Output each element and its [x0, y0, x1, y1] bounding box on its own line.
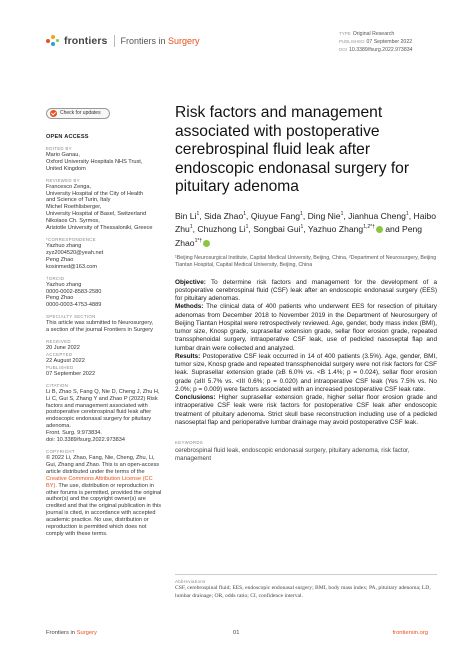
author[interactable]: Bin Li$^1$	[175, 210, 200, 221]
article-title: Risk factors and management associated with postoperative cerebrospinal fluid leak after endoscopic endonasal surgery for pituitary adenoma	[175, 104, 410, 196]
citation-line: endoscopic endonasal surgery for pituitary	[46, 416, 152, 423]
edited-line: United Kingdom	[46, 165, 86, 172]
orcid-id[interactable]: 0000-0003-4753-4889	[46, 302, 102, 309]
abstract-objective: Objective: To determine risk factors and management for the development of a postoperative cerebrospinal fluid (CSF) leak after an endoscopic endonasal surgery (EES) for pituitary adenomas.	[175, 278, 437, 303]
reviewed-by-label: REVIEWED BY	[46, 177, 80, 183]
orcid-section	[46, 276, 164, 310]
correspondence-email[interactable]: zyz2004520@yeah.net	[46, 249, 104, 256]
specialty-label: SPECIALTY SECTION	[46, 314, 96, 320]
citation-doi[interactable]: doi: 10.3389/fsurg.2022.973834	[46, 437, 126, 444]
published-value: 07 September 2022	[366, 39, 413, 46]
edited-line: Oxford University Hospitals NHS Trust,	[46, 158, 143, 165]
author[interactable]: Jianhua Cheng$^1$	[348, 210, 409, 221]
correspondence-line: Yazhuo zhang	[46, 242, 82, 249]
journal-accent: Surgery	[168, 36, 200, 46]
open-access-label: OPEN ACCESS	[46, 134, 89, 140]
abbreviations-text: CSF, cerebrospinal fluid; EES, endoscopic endonasal surgery; BMI, body mass index; PA, pituitary adenoma; LD, lumbar drainage; OR, odds ratio; CI, confidence interval.	[175, 585, 431, 599]
abbreviations-section	[175, 574, 437, 600]
journal-header	[46, 34, 200, 48]
frontiers-logo-icon	[46, 34, 60, 48]
received-date: 20 June 2022	[46, 345, 80, 352]
copyright-text-post: The use, distribution or reproduction in other forums is permitted, provided the original author(s) and the copyright owner(s) are credited and that the original publication in this journal is cited, in accordance with accepted academic practice. No use, distribution or reproduction is permitted which does not comply with these terms.	[46, 482, 163, 537]
abstract	[175, 279, 437, 428]
author[interactable]: Haibo Zhu$^1$	[175, 210, 436, 235]
keywords-text: cerebrospinal fluid leak, endoscopic endonasal surgery, pituitary adenoma, risk factor, management	[175, 447, 410, 463]
specialty-section	[46, 314, 164, 334]
article-main	[175, 104, 437, 463]
specialty-line: This article was submitted to Neurosurgery,	[46, 320, 154, 327]
citation-line: postoperative cerebrospinal fluid leak after	[46, 409, 152, 416]
orcid-line: Yazhuo zhang	[46, 281, 82, 288]
accepted-label: ACCEPTED	[46, 351, 73, 357]
author[interactable]: and Peng Zhao$^{1*\dagger}$	[175, 224, 423, 248]
edited-by-section	[46, 146, 164, 173]
abbreviations-label: Abbreviations	[175, 579, 206, 584]
author[interactable]: Songbai Gui$^1$	[253, 224, 304, 235]
orcid-icon[interactable]	[376, 226, 383, 233]
citation-line: Li B, Zhao S, Fang Q, Nie D, Cheng J, Zhu H, Li C, Gui S, Zhang Y and Zhao P (2022) Risk	[46, 388, 162, 402]
reviewer-line: University Hospital of Basel, Switzerland	[46, 211, 147, 218]
published-label: PUBLISHED	[46, 364, 74, 370]
reviewer-line: and Science of Turin, Italy	[46, 197, 111, 204]
orcid-icon[interactable]	[203, 240, 210, 247]
journal-name[interactable]	[121, 36, 200, 46]
received-section	[46, 339, 164, 378]
type-label: TYPE	[339, 31, 351, 36]
type-value: Original Research	[352, 31, 395, 37]
reviewer-line: Francesco Zenga,	[46, 183, 92, 190]
doi-label: DOI	[339, 47, 348, 53]
correspondence-section	[46, 237, 164, 271]
author[interactable]: Qiuyue Fang$^1$	[250, 210, 303, 221]
footer-site-link[interactable]: frontiersin.org	[392, 630, 428, 636]
accepted-date: 22 August 2022	[46, 357, 85, 364]
check-for-updates-button[interactable]	[46, 108, 110, 119]
citation-line: factors and management associated with	[46, 402, 148, 409]
abstract-results: Results: Postoperative CSF leak occurred in 14 of 400 patients (3.5%). Age, gender, BMI, tumor size, Knosp grade and repeated transsphenoidal surgery were not risk factors for CSF leak. Suprasellar extension grade (≥B 6.0% vs. <B 1.4%; p = 0.024), sellar floor erosion grade (≥III 5.7% vs. <III 0.6%; p = 0.020) and intraoperative CSF leak (Yes 7.5% vs. No 2.0%; p = 0.009) were factors associated with an increased postoperative CSF leak rate.	[175, 352, 437, 393]
copyright-text	[46, 455, 164, 538]
correspondence-label: *CORRESPONDENCE	[46, 236, 96, 242]
copyright-text-pre: © 2022 Li, Zhao, Fang, Nie, Cheng, Zhu, Li, Gui, Zhang and Zhao. This is an open-access article distributed under the terms of the	[46, 455, 161, 475]
citation-label: CITATION	[46, 382, 69, 388]
edited-line: Mario Ganau,	[46, 151, 80, 158]
correspondence-line: Peng Zhao	[46, 256, 74, 263]
check-updates-label: Check for updates	[60, 110, 101, 117]
keywords-section	[175, 439, 437, 463]
orcid-label: †ORCID	[46, 275, 65, 281]
correspondence-email[interactable]: kosinmed@163.com	[46, 263, 98, 270]
reviewer-line: Nikolaos Ch. Syrmos,	[46, 218, 100, 225]
reviewer-line: Aristotle University of Thessaloniki, Greece	[46, 225, 153, 232]
article-meta	[339, 30, 412, 55]
journal-prefix: Frontiers in	[120, 36, 166, 46]
article-sidebar	[46, 108, 164, 538]
frontiers-logo-text: frontiers	[64, 35, 108, 47]
cc-by-license-link[interactable]: Creative Commons Attribution License (CC BY).	[46, 475, 155, 489]
author-list: Bin Li$^1$, Sida Zhao$^1$, Qiuyue Fang$^1$, Ding Nie$^1$, Jianhua Cheng$^1$, Haibo Zhu$^1$, Chuzhong Li$^1$, Songbai Gui$^1$, Yazhuo Zhang$^{1,2*\dagger}$ and Peng Zhao$^{1*\dagger}$	[175, 210, 436, 248]
orcid-line: Peng Zhao	[46, 295, 74, 302]
reviewer-line: Michel Roethlisberger,	[46, 204, 102, 211]
citation-line: adenoma.	[46, 423, 71, 430]
specialty-line: a section of the journal Frontiers in Surgery	[46, 327, 153, 334]
orcid-id[interactable]: 0000-0002-8583-2580	[46, 288, 102, 295]
published-date: 07 September 2022	[46, 370, 96, 377]
author[interactable]: Ding Nie$^1$	[307, 210, 344, 221]
reviewer-line: University Hospital of the City of Health	[46, 190, 143, 197]
received-label: RECEIVED	[46, 339, 71, 345]
author[interactable]: Chuzhong Li$^1$	[197, 224, 249, 235]
citation-section	[46, 383, 164, 444]
page-number: 01	[233, 630, 240, 636]
author[interactable]: Yazhuo Zhang$^{1,2*\dagger}$	[307, 224, 375, 235]
reviewed-by-section	[46, 178, 164, 232]
abstract-conclusions: Conclusions: Higher suprasellar extension grade, higher sellar floor erosion grade and intraoperative CSF leak were risk factors for postoperative CSF leak after endoscopic treatment of pituitary adenoma. Strict skull base reconstruction including use of a pedicled nasoseptal flap and perioperative lumbar drainage may avoid postoperative CSF leak.	[175, 394, 437, 426]
citation-line: Front. Surg. 9:973834.	[46, 430, 102, 437]
author[interactable]: Sida Zhao$^1$	[204, 210, 247, 221]
keywords-label: KEYWORDS	[175, 440, 204, 446]
copyright-label: COPYRIGHT	[46, 449, 75, 454]
header-divider	[114, 35, 115, 47]
abstract-methods: Methods: The clinical data of 400 patients who underwent EES for resection of pituitary adenomas from December 2018 to November 2019 in the Department of Neurosurgery of Beijing Tiantan Hospital were retrospectively reviewed. Age, gender, body mass index (BMI), tumor size, Knosp grade, suprasellar extension grade, sellar floor erosion grade, repeated transsphenoidal surgery, intraoperative CSF leak, use of pedicled nasoseptal flap and lumbar drain were collected and analyzed.	[175, 303, 437, 352]
edited-by-label: EDITED BY	[46, 145, 72, 151]
doi-value[interactable]: 10.3389/fsurg.2022.973834	[349, 47, 413, 54]
check-updates-icon	[50, 110, 57, 117]
copyright-section	[46, 449, 164, 538]
footer-journal[interactable]: Frontiers in Surgery	[46, 630, 97, 636]
affiliations: ¹Beijing Neurosurgical Institute, Capital Medical University, Beijing, China, ²Department of Neurosurgery, Beijing Tiantan Hospital, Capital Medical University, Beijing, China	[175, 255, 437, 268]
published-label: PUBLISHED	[339, 39, 365, 45]
